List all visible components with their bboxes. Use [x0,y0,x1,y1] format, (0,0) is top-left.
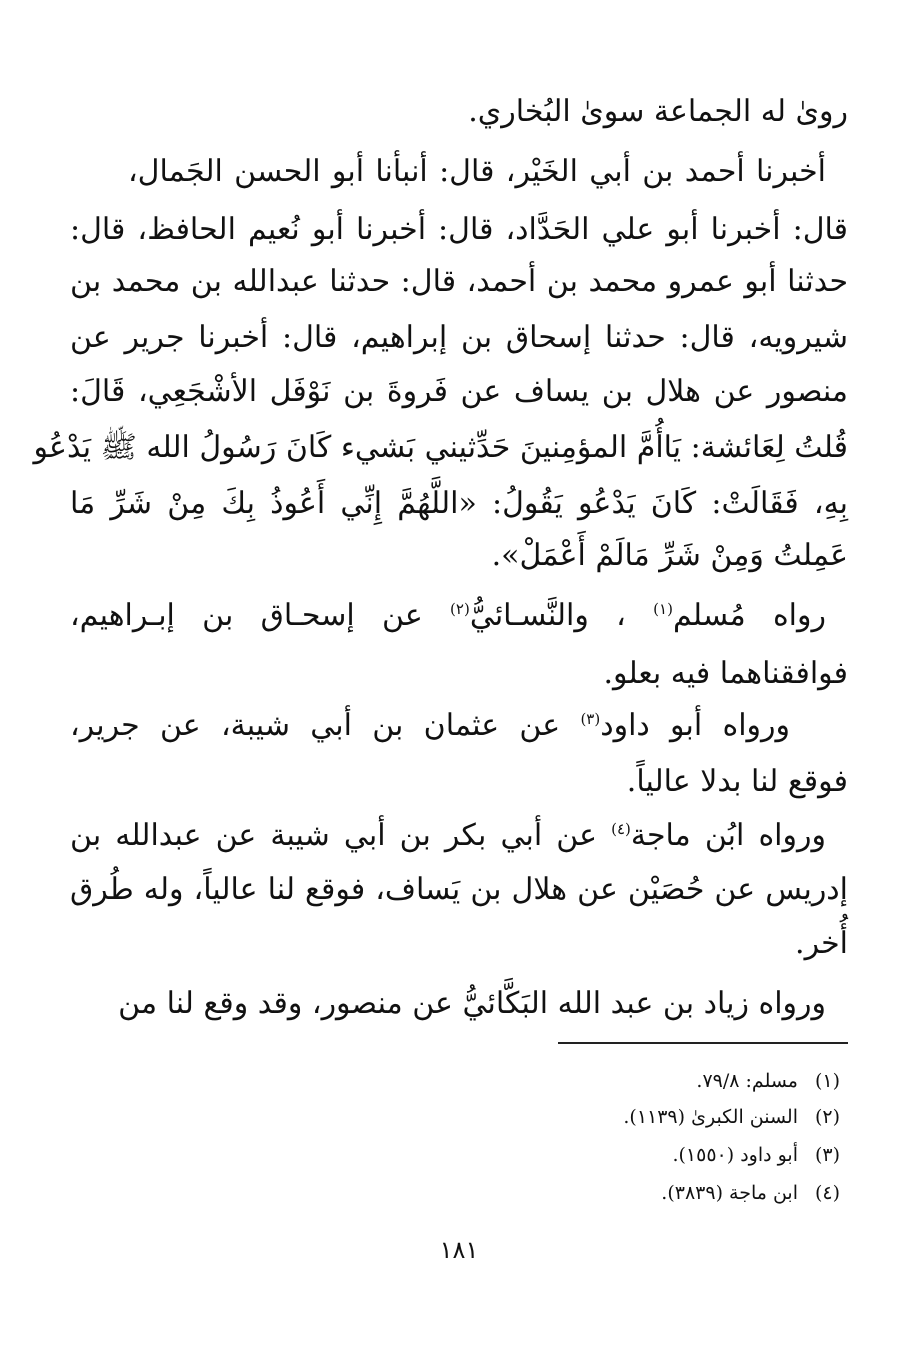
footnote-text: السنن الكبرىٰ (١١٣٩). [623,1106,798,1128]
text-line-6: منصور عن هلال بن يساف عن فَروةَ بن نَوْفَل الأشْجَعِي، قَالَ: [70,374,848,409]
footnote-text: ابن ماجة (٣٨٣٩). [661,1182,798,1204]
text-line-13: فوقع لنا بدلا عالياً. [626,764,848,799]
text-line-8: بِهِ، فَقَالَتْ: كَانَ يَدْعُو يَقُولُ: «اللَّهُمَّ إِنِّي أَعُوذُ بِكَ مِنْ شَرِّ مَا [70,486,848,521]
footnote-4 [661,1180,840,1206]
footnote-separator [558,1042,848,1044]
text-line-2: أخبرنا أحمد بن أبي الخَيْر، قال: أنبأنا أبو الحسن الجَمال، [128,154,826,189]
segment-muslim: رواه مُسلم [672,598,826,633]
segment-uthman: عن عثمان بن أبي شيبة، عن جرير، [70,708,561,743]
segment-ibnmaja: ورواه ابُن ماجة [630,818,826,853]
text-line-10 [70,596,826,636]
text-line-1: رویٰ له الجماعة سویٰ البُخاري. [468,94,848,129]
text-line-16: أُخر. [795,926,848,961]
page-number: ١٨١ [439,1236,479,1264]
footnote-marker-4: (٤) [611,820,631,838]
footnote-1 [696,1068,840,1094]
footnote-marker-3: (٣) [580,710,601,728]
footnote-number: (٢) [814,1106,840,1128]
footnote-number: (٣) [814,1144,840,1166]
footnote-3 [672,1142,840,1168]
footnote-number: (٤) [814,1182,840,1204]
footnote-text: أبو داود (١٥٥٠). [672,1144,798,1166]
text-line-7: قُلتُ لِعَائشة: يَاأُمَّ المؤمِنينَ حَدِّثيني بَشيء كَانَ رَسُولُ الله ﷺ يَدْعُو [33,430,848,465]
text-line-5: شيرويه، قال: حدثنا إسحاق بن إبراهيم، قال: أخبرنا جرير عن [70,320,848,355]
text-line-3: قال: أخبرنا أبو علي الحَدَّاد، قال: أخبرنا أبو نُعيم الحافظ، قال: [70,212,848,247]
text-line-15: إدريس عن حُصَيْن عن هلال بن يَساف، فوقع لنا عالياً، وله طُرق [70,872,848,907]
text-line-11: فوافقناهما فيه بعلو. [603,656,848,691]
text-line-4: حدثنا أبو عمرو محمد بن أحمد، قال: حدثنا عبدالله بن محمد بن [70,264,848,299]
segment-abudawud: ورواه أبو داود [600,708,791,743]
text-line-9: عَمِلتُ وَمِنْ شَرِّ مَالَمْ أَعْمَلْ». [491,538,848,573]
footnote-2 [623,1104,840,1130]
segment-ishaq: عن إسحـاق بن إبـراهيم، [70,598,423,633]
footnote-marker-1: (١) [653,600,673,618]
segment-abubakr: عن أبي بكر بن أبي شيبة عن عبدالله بن [70,818,598,853]
text-line-12 [70,706,790,746]
text-line-17: ورواه زياد بن عبد الله البَكَّائيُّ عن منصور، وقد وقع لنا من [118,986,826,1021]
text-line-14 [70,816,826,856]
footnote-text: مسلم: ٧٩/٨. [696,1070,798,1092]
footnote-marker-2: (٢) [450,600,470,618]
segment-nasai: ، والنَّسـائيُّ [469,598,626,633]
footnote-number: (١) [814,1070,840,1092]
